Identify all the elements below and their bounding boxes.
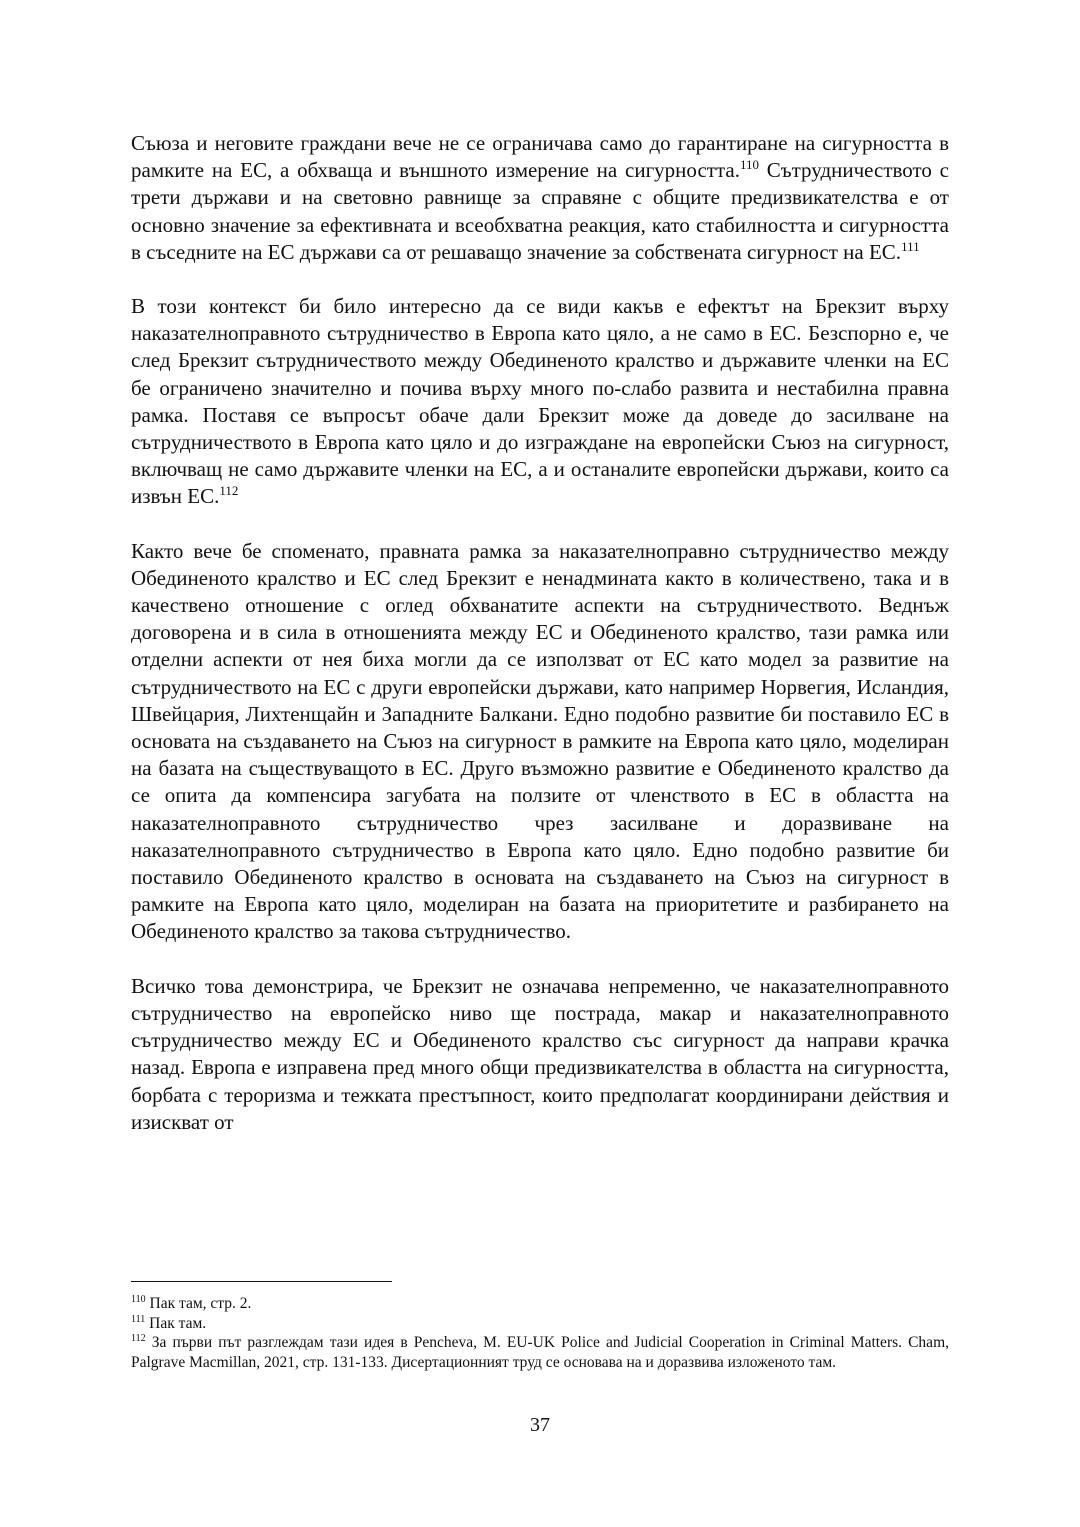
paragraph-1 — [131, 130, 949, 266]
paragraph-text: В този контекст би било интересно да се види какъв е ефектът на Брекзит върху наказателноправното сътрудничество в Европа като цяло, а не само в ЕС. Безспорно е, че след Брекзит сътрудничеството между Обединеното кралство и държавите членки на ЕС бе ограничено значително и почива върху много по-слабо развита и нестабилна правна рамка. Поставя се въпросът обаче дали Брекзит може да доведе до засилване на сътрудничеството в Европа като цяло и до изграждане на европейски Съюз на сигурност, включващ не само държавите членки на ЕС, а и останалите европейски държави, които са извън ЕС. — [131, 294, 949, 509]
paragraph-3 — [131, 538, 949, 946]
footnote-text: Пак там, стр. 2. — [145, 1295, 252, 1312]
paragraph-4 — [131, 973, 949, 1136]
footnote-ref-111[interactable]: 111 — [901, 238, 920, 254]
paragraph-text: Както вече бе споменато, правната рамка за наказателноправно сътрудничество между Обединеното кралство и ЕС след Брекзит е ненадмината както в количествено, така и в качествено отношение с оглед обхванатите аспекти на сътрудничеството. Веднъж договорена и в сила в отношенията между ЕС и Обединеното кралство, тази рамка или отделни аспекти от нея биха могли да се използват от ЕС като модел за развитие на сътрудничеството на ЕС с други европейски държави, като например Норвегия, Исландия, Швейцария, Лихтенщайн и Западните Балкани. Едно подобно развитие би поставило ЕС в основата на създаването на Съюз на сигурност в рамките на Европа като цяло, моделиран на базата на съществуващото в ЕС. Друго възможно развитие е Обединеното кралство да се опита да компенсира загубата на ползите от членството в ЕС в областта на наказателноправното сътрудничество чрез засилване и доразвиване на наказателноправното сътрудничество в Европа като цяло. Едно подобно развитие би поставило Обединеното кралство в основата на създаването на Съюз на сигурност в рамките на Европа като цяло, моделиран на базата на приоритетите и разбирането на Обединеното кралство за такова сътрудничество. — [131, 538, 949, 944]
footnote-number: 110 — [131, 1293, 146, 1305]
footnote-text: За първи път разглеждам тази идея в Pencheva, M. EU-UK Police and Judicial Cooperation in Criminal Matters. Cham, Palgrave Macmillan, 2021, стр. 131-133. Дисертационният труд се основава на и доразвива изложеното там. — [131, 1334, 949, 1371]
footnote-ref-112[interactable]: 112 — [219, 483, 239, 499]
footnote-text: Пак там. — [145, 1314, 207, 1332]
paragraph-text: Сътрудничеството с трети държави и на световно равнище за справяне с общите предизвикателства е от основно значение за ефективната и всеобхватна реакция, като стабилността и сигурността в съседните на ЕС държави са от решаващо значение за собствената сигурност на ЕС. — [131, 158, 949, 264]
footnote-number: 112 — [131, 1332, 146, 1344]
footnote-ref-110[interactable]: 110 — [739, 157, 759, 173]
footnote-separator — [131, 1281, 392, 1282]
body-text — [131, 130, 949, 1163]
footnote-110 — [131, 1294, 949, 1314]
page-number: 37 — [530, 1414, 550, 1436]
paragraph-text: Всичко това демонстрира, че Брекзит не означава непременно, че наказателноправното сътрудничество на европейско ниво ще пострада, макар и наказателноправното сътрудничество между ЕС и Обединеното кралство със сигурност да направи крачка назад. Европа е изправена пред много общи предизвикателства в областта на сигурността, борбата с тероризма и тежката престъпност, които предполагат координирани действия и изискват от — [131, 973, 949, 1134]
paragraph-text: Съюза и неговите граждани вече не се ограничава само до гарантиране на сигурността в рамките на ЕС, а обхваща и външното измерение на сигурността. — [131, 131, 949, 183]
footnote-number: 111 — [131, 1313, 146, 1325]
footnotes — [131, 1281, 949, 1372]
footnote-112 — [131, 1333, 949, 1372]
footnote-111 — [131, 1314, 949, 1334]
paragraph-2 — [131, 293, 949, 511]
